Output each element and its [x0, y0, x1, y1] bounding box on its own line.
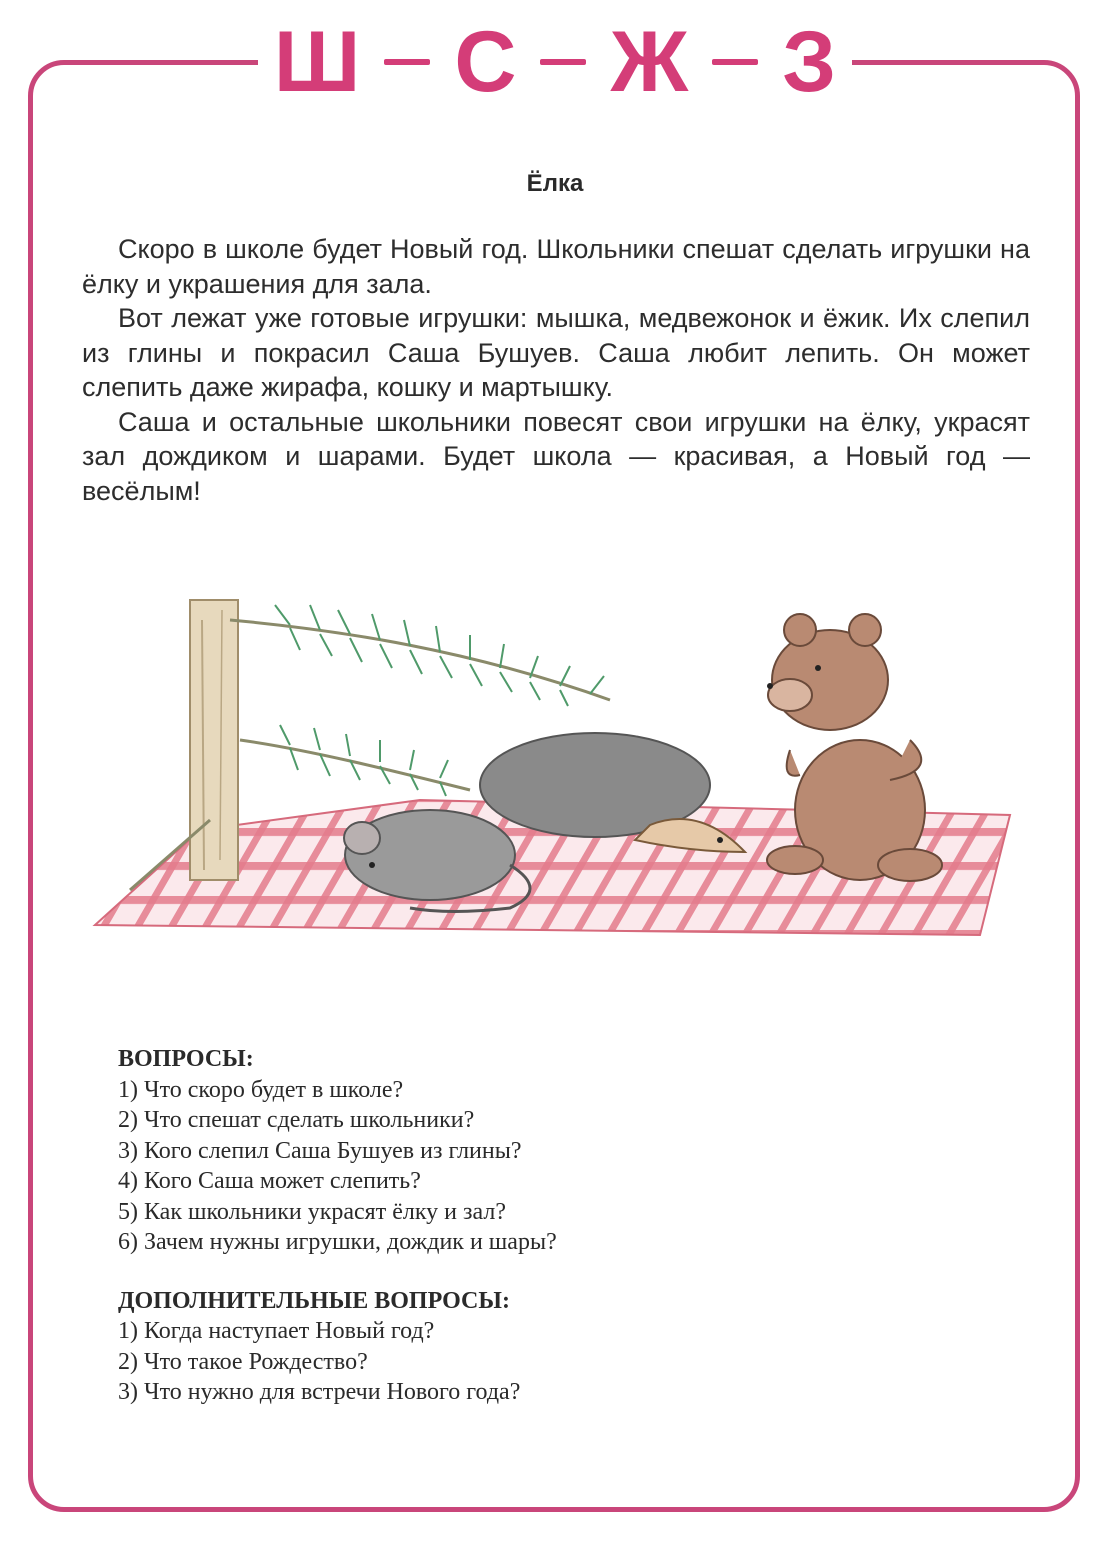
question-item: 6) Зачем нужны игрушки, дождик и шары?: [118, 1229, 557, 1255]
letters-row: [258, 14, 852, 110]
question-item: 4) Кого Саша может слепить?: [118, 1168, 421, 1194]
question-item: 1) Что скоро будет в школе?: [118, 1076, 404, 1103]
question-item: 2) Что спешат сделать школьники?: [118, 1107, 475, 1133]
letter-zh: Ж: [610, 14, 689, 110]
toys-illustration: [90, 590, 1030, 950]
question-item: 5) Как школьники украсят ёлку и зал?: [118, 1198, 506, 1225]
story-text: [82, 232, 1030, 508]
letter-z: З: [782, 14, 837, 110]
question-item: 3) Кого слепил Саша Бушуев из глины?: [118, 1137, 522, 1164]
extra-questions-block: [118, 1286, 918, 1408]
extra-questions-heading: ДОПОЛНИТЕЛЬНЫЕ ВОПРОСЫ:: [118, 1287, 510, 1314]
extra-question-item: 2) Что такое Рождество?: [118, 1348, 368, 1375]
extra-question-item: 3) Что нужно для встречи Нового года?: [118, 1379, 521, 1405]
dash: [384, 59, 430, 65]
letter-sh: Ш: [273, 14, 361, 110]
story-paragraph: Скоро в школе будет Новый год. Школьники спешат сделать игрушки на ёлку и украшения для зала.: [82, 234, 1030, 299]
story-title: Ёлка: [526, 170, 584, 197]
extra-question-item: 1) Когда наступает Новый год?: [118, 1318, 435, 1344]
dash: [712, 59, 758, 65]
questions-heading: ВОПРОСЫ:: [118, 1046, 254, 1072]
story-paragraph: Саша и остальные школьники повесят свои игрушки на ёлку, украсят зал дождиком и шарами. Будет школа — красивая, а Новый год — весёлым!: [82, 406, 1030, 506]
questions-list: [118, 1075, 918, 1258]
tree-trunk: [190, 600, 238, 880]
dash: [540, 59, 586, 65]
letters-header: [0, 14, 1110, 110]
questions-block: [118, 1044, 918, 1258]
questions-section: [118, 1044, 918, 1408]
story-paragraph: Вот лежат уже готовые игрушки: мышка, медвежонок и ёжик. Их слепил из глины и покрасил Саша Бушуев. Саша любит лепить. Он может слепить даже жирафа, кошку и мартышку.: [82, 303, 1030, 402]
illustration-svg: [90, 590, 1030, 950]
extra-questions-list: [118, 1316, 918, 1408]
letter-s: С: [454, 14, 517, 110]
